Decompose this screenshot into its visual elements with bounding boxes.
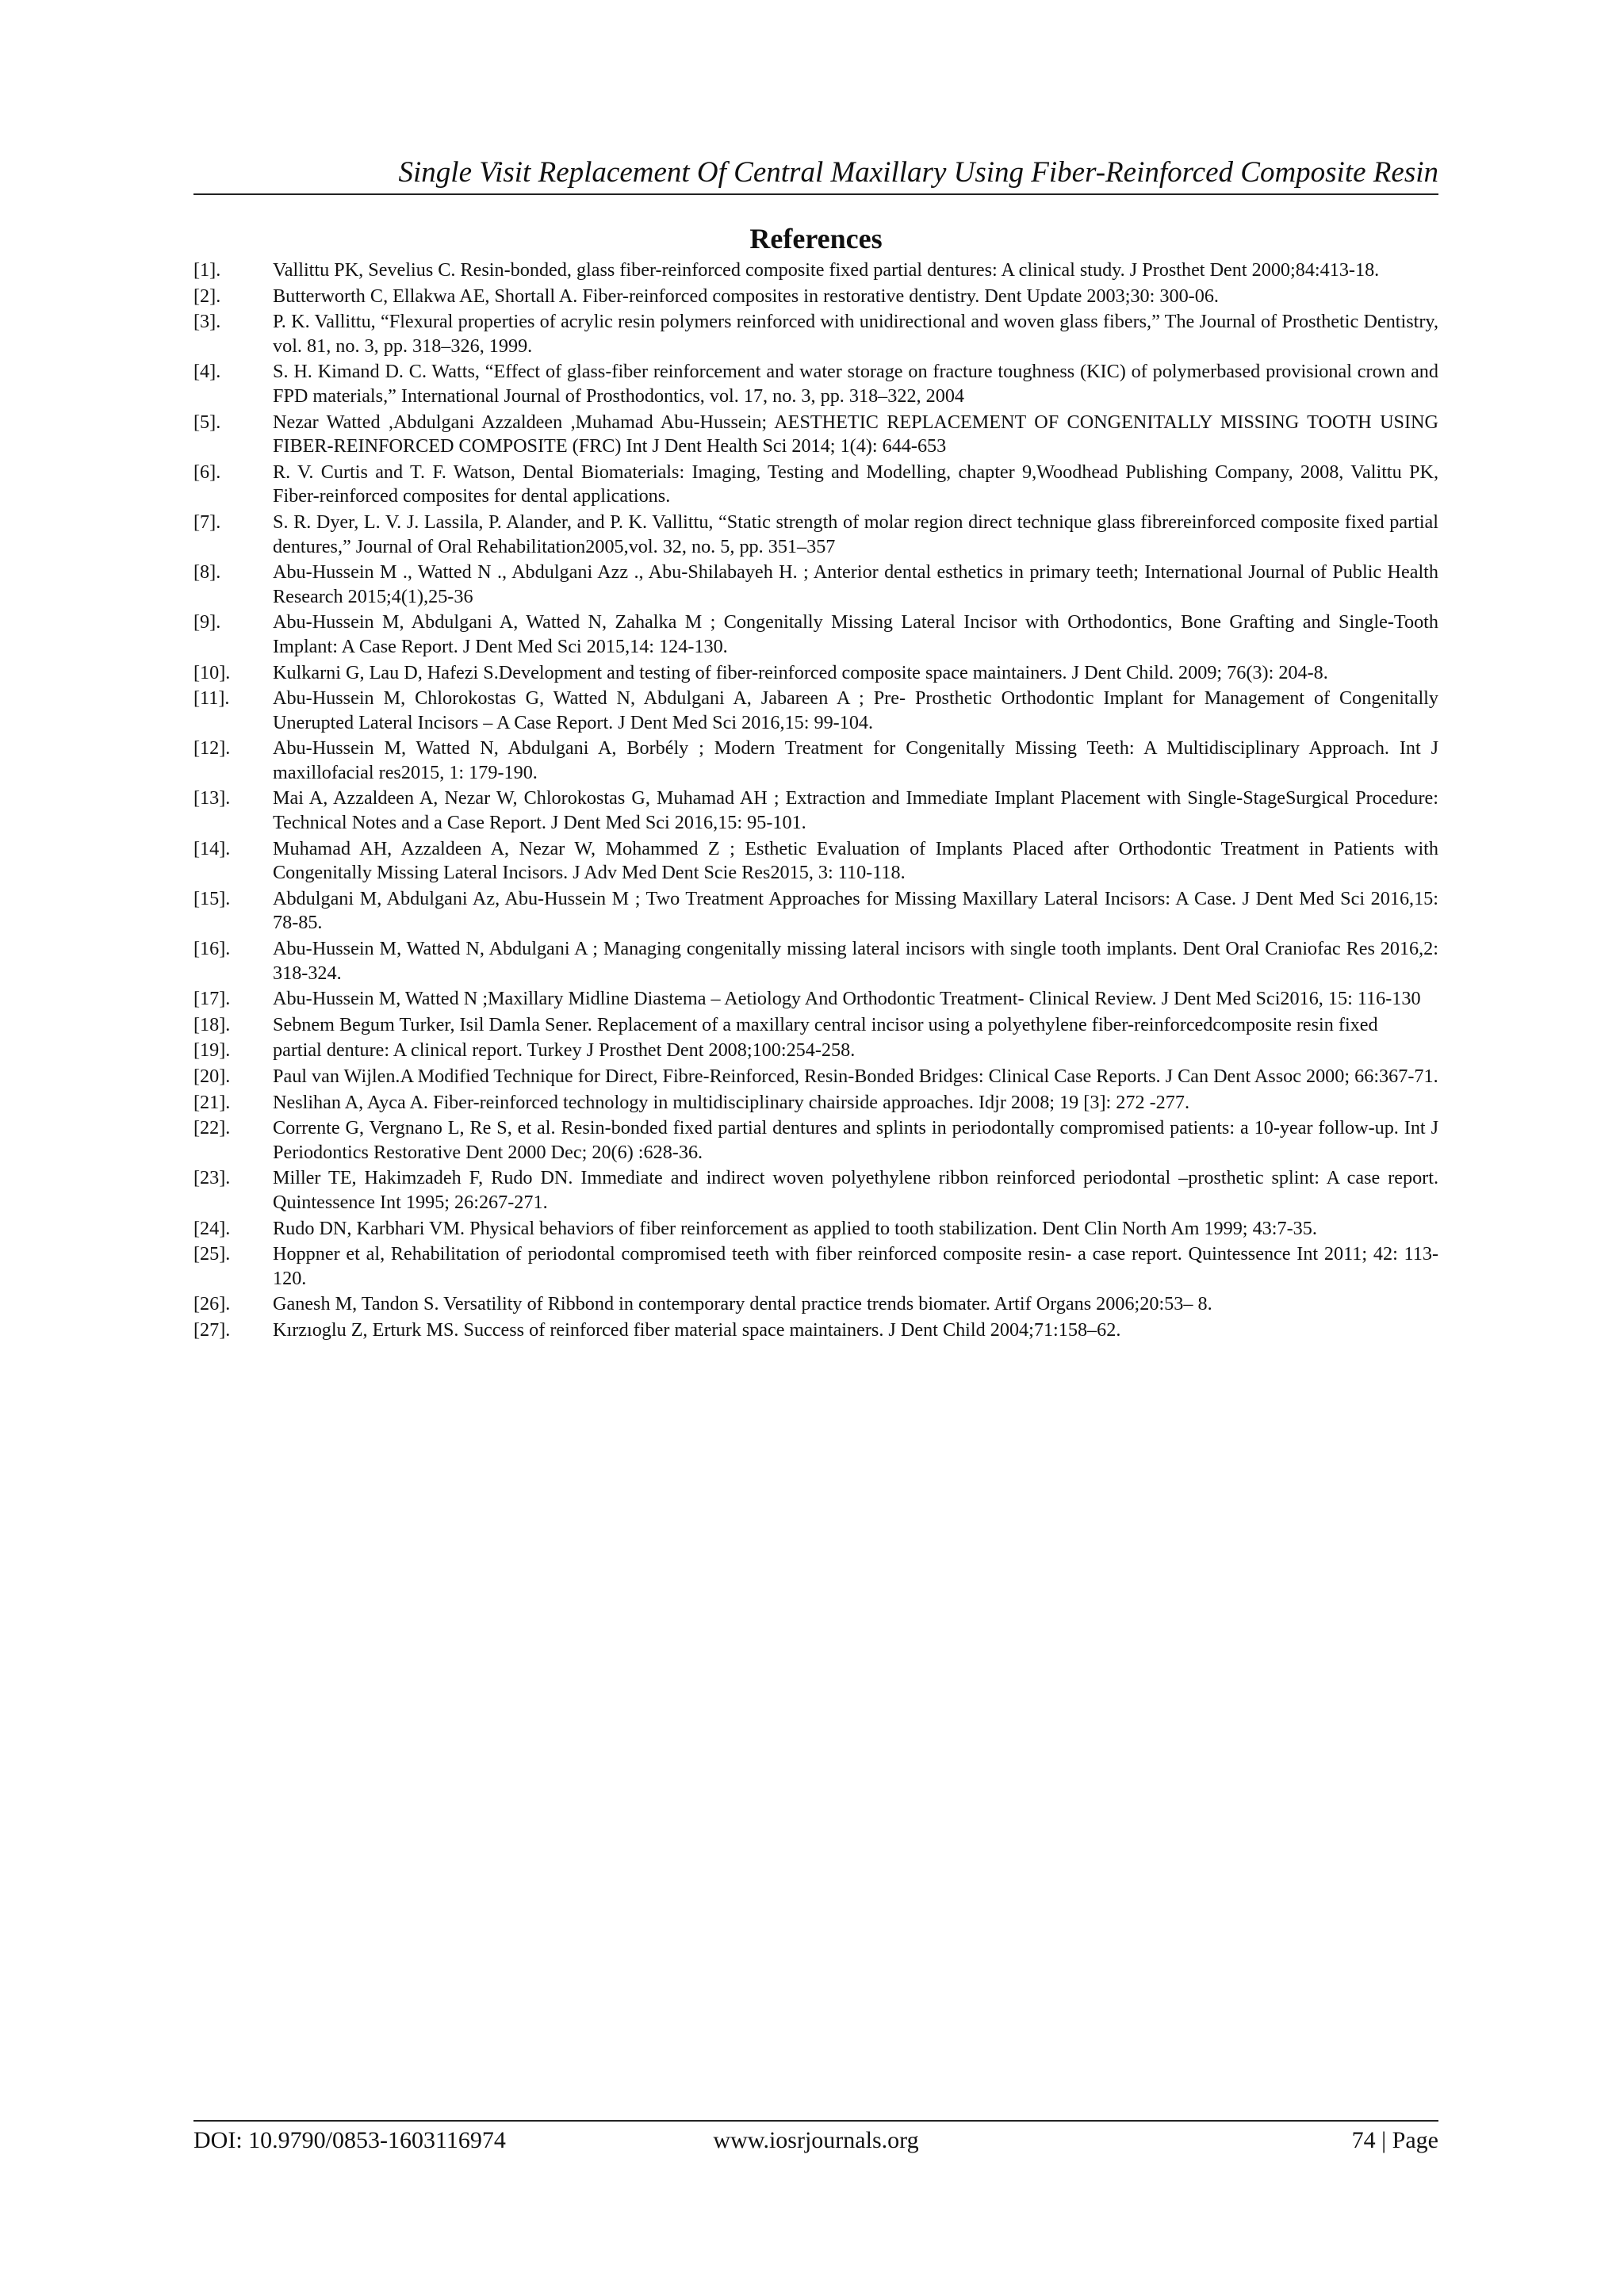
reference-item (193, 687, 1438, 735)
reference-text: Abu-Hussein M, Watted N, Abdulgani A, Borbély ; Modern Treatment for Congenitally Missing Teeth: A Multidisciplinary Approach. Int J maxillofacial res2015, 1: 179-190. (273, 737, 1438, 783)
reference-item (193, 937, 1438, 985)
reference-item (193, 561, 1438, 609)
reference-text: Abu-Hussein M, Watted N, Abdulgani A ; Managing congenitally missing lateral incisors with single tooth implants. Dent Oral Craniofac Res 2016,2: 318-324. (273, 938, 1438, 984)
reference-number: [19]. (193, 1039, 231, 1062)
page-footer (193, 2125, 1438, 2156)
footer-divider (193, 2120, 1438, 2122)
reference-text: Butterworth C, Ellakwa AE, Shortall A. Fiber-reinforced composites in restorative dentistry. Dent Update 2003;30: 300-06. (273, 285, 1219, 307)
reference-number: [3]. (193, 311, 221, 333)
reference-number: [23]. (193, 1167, 231, 1189)
reference-number: [13]. (193, 787, 231, 809)
reference-text: Muhamad AH, Azzaldeen A, Nezar W, Mohammed Z ; Esthetic Evaluation of Implants Placed after Orthodontic Treatment in Patients with Congenitally Missing Lateral Incisors. J Adv Med Dent Scie Res2015, 3: 110-118. (273, 837, 1438, 884)
reference-text: Abu-Hussein M, Watted N ;Maxillary Midline Diastema – Aetiology And Orthodontic Treatment- Clinical Review. J Dent Med Sci2016, 15: 116-130 (273, 988, 1421, 1010)
reference-item (193, 360, 1438, 408)
reference-item (193, 1065, 1438, 1089)
reference-text: Abu-Hussein M, Abdulgani A, Watted N, Zahalka M ; Congenitally Missing Lateral Incisor with Orthodontics, Bone Grafting and Single-Tooth Implant: A Case Report. J Dent Med Sci 2015,14: 124-130. (273, 611, 1438, 657)
reference-number: [6]. (193, 461, 221, 483)
footer-doi: DOI: 10.9790/0853-1603116974 (193, 2127, 506, 2153)
reference-number: [4]. (193, 361, 221, 383)
reference-number: [27]. (193, 1318, 231, 1341)
reference-number: [5]. (193, 411, 221, 433)
running-header-title: Single Visit Replacement Of Central Maxillary Using Fiber-Reinforced Composite Resin (398, 156, 1438, 189)
reference-item (193, 1091, 1438, 1115)
reference-number: [8]. (193, 561, 221, 584)
reference-text: Hoppner et al, Rehabilitation of periodontal compromised teeth with fiber reinforced composite resin- a case report. Quintessence Int 2011; 42: 113-120. (273, 1243, 1438, 1289)
footer-url[interactable]: www.iosrjournals.org (713, 2127, 919, 2153)
reference-item (193, 258, 1438, 283)
reference-text: Miller TE, Hakimzadeh F, Rudo DN. Immediate and indirect woven polyethylene ribbon reinforced periodontal –prosthetic splint: A case report. Quintessence Int 1995; 26:267-271. (273, 1167, 1438, 1213)
reference-number: [25]. (193, 1243, 231, 1265)
reference-number: [20]. (193, 1066, 231, 1087)
reference-item (193, 511, 1438, 559)
footer-page-number: 74 | Page (1351, 2127, 1438, 2153)
reference-item (193, 737, 1438, 785)
reference-item (193, 1242, 1438, 1291)
reference-item (193, 1217, 1438, 1242)
reference-text: P. K. Vallittu, “Flexural properties of acrylic resin polymers reinforced with unidirectional and woven glass fibers,” The Journal of Prosthetic Dentistry, vol. 81, no. 3, pp. 318–326, 1999. (273, 311, 1438, 357)
reference-text: S. H. Kimand D. C. Watts, “Effect of glass-fiber reinforcement and water storage on fracture toughness (KIC) of polymerbased provisional crown and FPD materials,” International Journal of Prosthodontics, vol. 17, no. 3, pp. 318–322, 2004 (273, 361, 1438, 407)
reference-text: R. V. Curtis and T. F. Watson, Dental Biomaterials: Imaging, Testing and Modelling, chapter 9,Woodhead Publishing Company, 2008, Valittu PK, Fiber-reinforced composites for dental applications. (273, 461, 1438, 507)
reference-number: [1]. (193, 259, 221, 281)
reference-text: Kırzıoglu Z, Erturk MS. Success of reinforced fiber material space maintainers. J Dent Child 2004;71:158–62. (273, 1318, 1121, 1341)
reference-number: [12]. (193, 737, 231, 760)
reference-text: Vallittu PK, Sevelius C. Resin-bonded, glass fiber-reinforced composite fixed partial dentures: A clinical study. J Prosthet Dent 2000;84:413-18. (273, 259, 1380, 281)
reference-text: Sebnem Begum Turker, Isil Damla Sener. Replacement of a maxillary central incisor using a polyethylene fiber-reinforcedcomposite resin fixed (273, 1013, 1378, 1035)
reference-list (193, 258, 1438, 1345)
reference-text: Ganesh M, Tandon S. Versatility of Ribbond in contemporary dental practice trends biomater. Artif Organs 2006;20:53– 8. (273, 1293, 1212, 1315)
reference-number: [2]. (193, 285, 221, 307)
reference-number: [17]. (193, 988, 231, 1010)
reference-number: [24]. (193, 1217, 231, 1239)
reference-number: [11]. (193, 687, 230, 710)
reference-text: Abu-Hussein M, Chlorokostas G, Watted N, Abdulgani A, Jabareen A ; Pre- Prosthetic Orthodontic Implant for Management of Congenitally Unerupted Lateral Incisors – A Case Report. J Dent Med Sci 2016,15: 99-104. (273, 687, 1438, 733)
reference-text: Abu-Hussein M ., Watted N ., Abdulgani Azz ., Abu-Shilabayeh H. ; Anterior dental esthetics in primary teeth; International Journal of Public Health Research 2015;4(1),25-36 (273, 561, 1438, 607)
reference-number: [14]. (193, 837, 231, 859)
reference-number: [22]. (193, 1117, 231, 1139)
reference-number: [15]. (193, 887, 231, 909)
reference-item (193, 987, 1438, 1012)
reference-item (193, 1013, 1438, 1038)
reference-number: [9]. (193, 611, 221, 633)
reference-item (193, 1292, 1438, 1317)
reference-item (193, 1166, 1438, 1215)
reference-item (193, 786, 1438, 835)
reference-item (193, 1116, 1438, 1165)
reference-number: [10]. (193, 661, 231, 683)
reference-item (193, 1039, 1438, 1063)
reference-text: Nezar Watted ,Abdulgani Azzaldeen ,Muhamad Abu-Hussein; AESTHETIC REPLACEMENT OF CONGENITALLY MISSING TOOTH USING FIBER-REINFORCED COMPOSITE (FRC) Int J Dent Health Sci 2014; 1(4): 644-653 (273, 411, 1438, 457)
reference-item (193, 310, 1438, 358)
reference-text: S. R. Dyer, L. V. J. Lassila, P. Alander, and P. K. Vallittu, “Static strength of molar region direct technique glass fibrereinforced composite fixed partial dentures,” Journal of Oral Rehabilitation2005,vol. 32, no. 5, pp. 351–357 (273, 511, 1438, 557)
reference-item (193, 461, 1438, 509)
reference-text: Neslihan A, Ayca A. Fiber-reinforced technology in multidisciplinary chairside approaches. Idjr 2008; 19 [3]: 272 -277. (273, 1091, 1189, 1113)
reference-text: Kulkarni G, Lau D, Hafezi S.Development and testing of fiber-reinforced composite space maintainers. J Dent Child. 2009; 76(3): 204-8. (273, 661, 1328, 683)
reference-text: Rudo DN, Karbhari VM. Physical behaviors of fiber reinforcement as applied to tooth stabilization. Dent Clin North Am 1999; 43:7-35. (273, 1217, 1317, 1239)
reference-item (193, 285, 1438, 309)
reference-number: [16]. (193, 938, 231, 960)
reference-item (193, 1318, 1438, 1343)
reference-item (193, 610, 1438, 659)
reference-text: Corrente G, Vergnano L, Re S, et al. Resin-bonded fixed partial dentures and splints in periodontally compromised patients: a 10-year follow-up. Int J Periodontics Restorative Dent 2000 Dec; 20(6) :628-36. (273, 1117, 1438, 1163)
reference-item (193, 661, 1438, 686)
reference-text: Paul van Wijlen.A Modified Technique for Direct, Fibre-Reinforced, Resin-Bonded Bridges: Clinical Case Reports. J Can Dent Assoc 2000; 66:367-71. (273, 1066, 1438, 1087)
reference-item (193, 837, 1438, 886)
reference-item (193, 411, 1438, 459)
reference-number: [7]. (193, 511, 221, 533)
reference-text: Abdulgani M, Abdulgani Az, Abu-Hussein M ; Two Treatment Approaches for Missing Maxillary Lateral Incisors: A Case. J Dent Med Sci 2016,15: 78-85. (273, 887, 1438, 934)
reference-number: [26]. (193, 1293, 231, 1315)
reference-text: partial denture: A clinical report. Turkey J Prosthet Dent 2008;100:254-258. (273, 1039, 856, 1062)
reference-number: [18]. (193, 1013, 231, 1035)
reference-number: [21]. (193, 1091, 231, 1113)
reference-text: Mai A, Azzaldeen A, Nezar W, Chlorokostas G, Muhamad AH ; Extraction and Immediate Implant Placement with Single-StageSurgical Procedure: Technical Notes and a Case Report. J Dent Med Sci 2016,15: 95-101. (273, 787, 1438, 834)
reference-item (193, 887, 1438, 936)
references-heading: References (749, 223, 883, 254)
header-divider (193, 193, 1438, 195)
